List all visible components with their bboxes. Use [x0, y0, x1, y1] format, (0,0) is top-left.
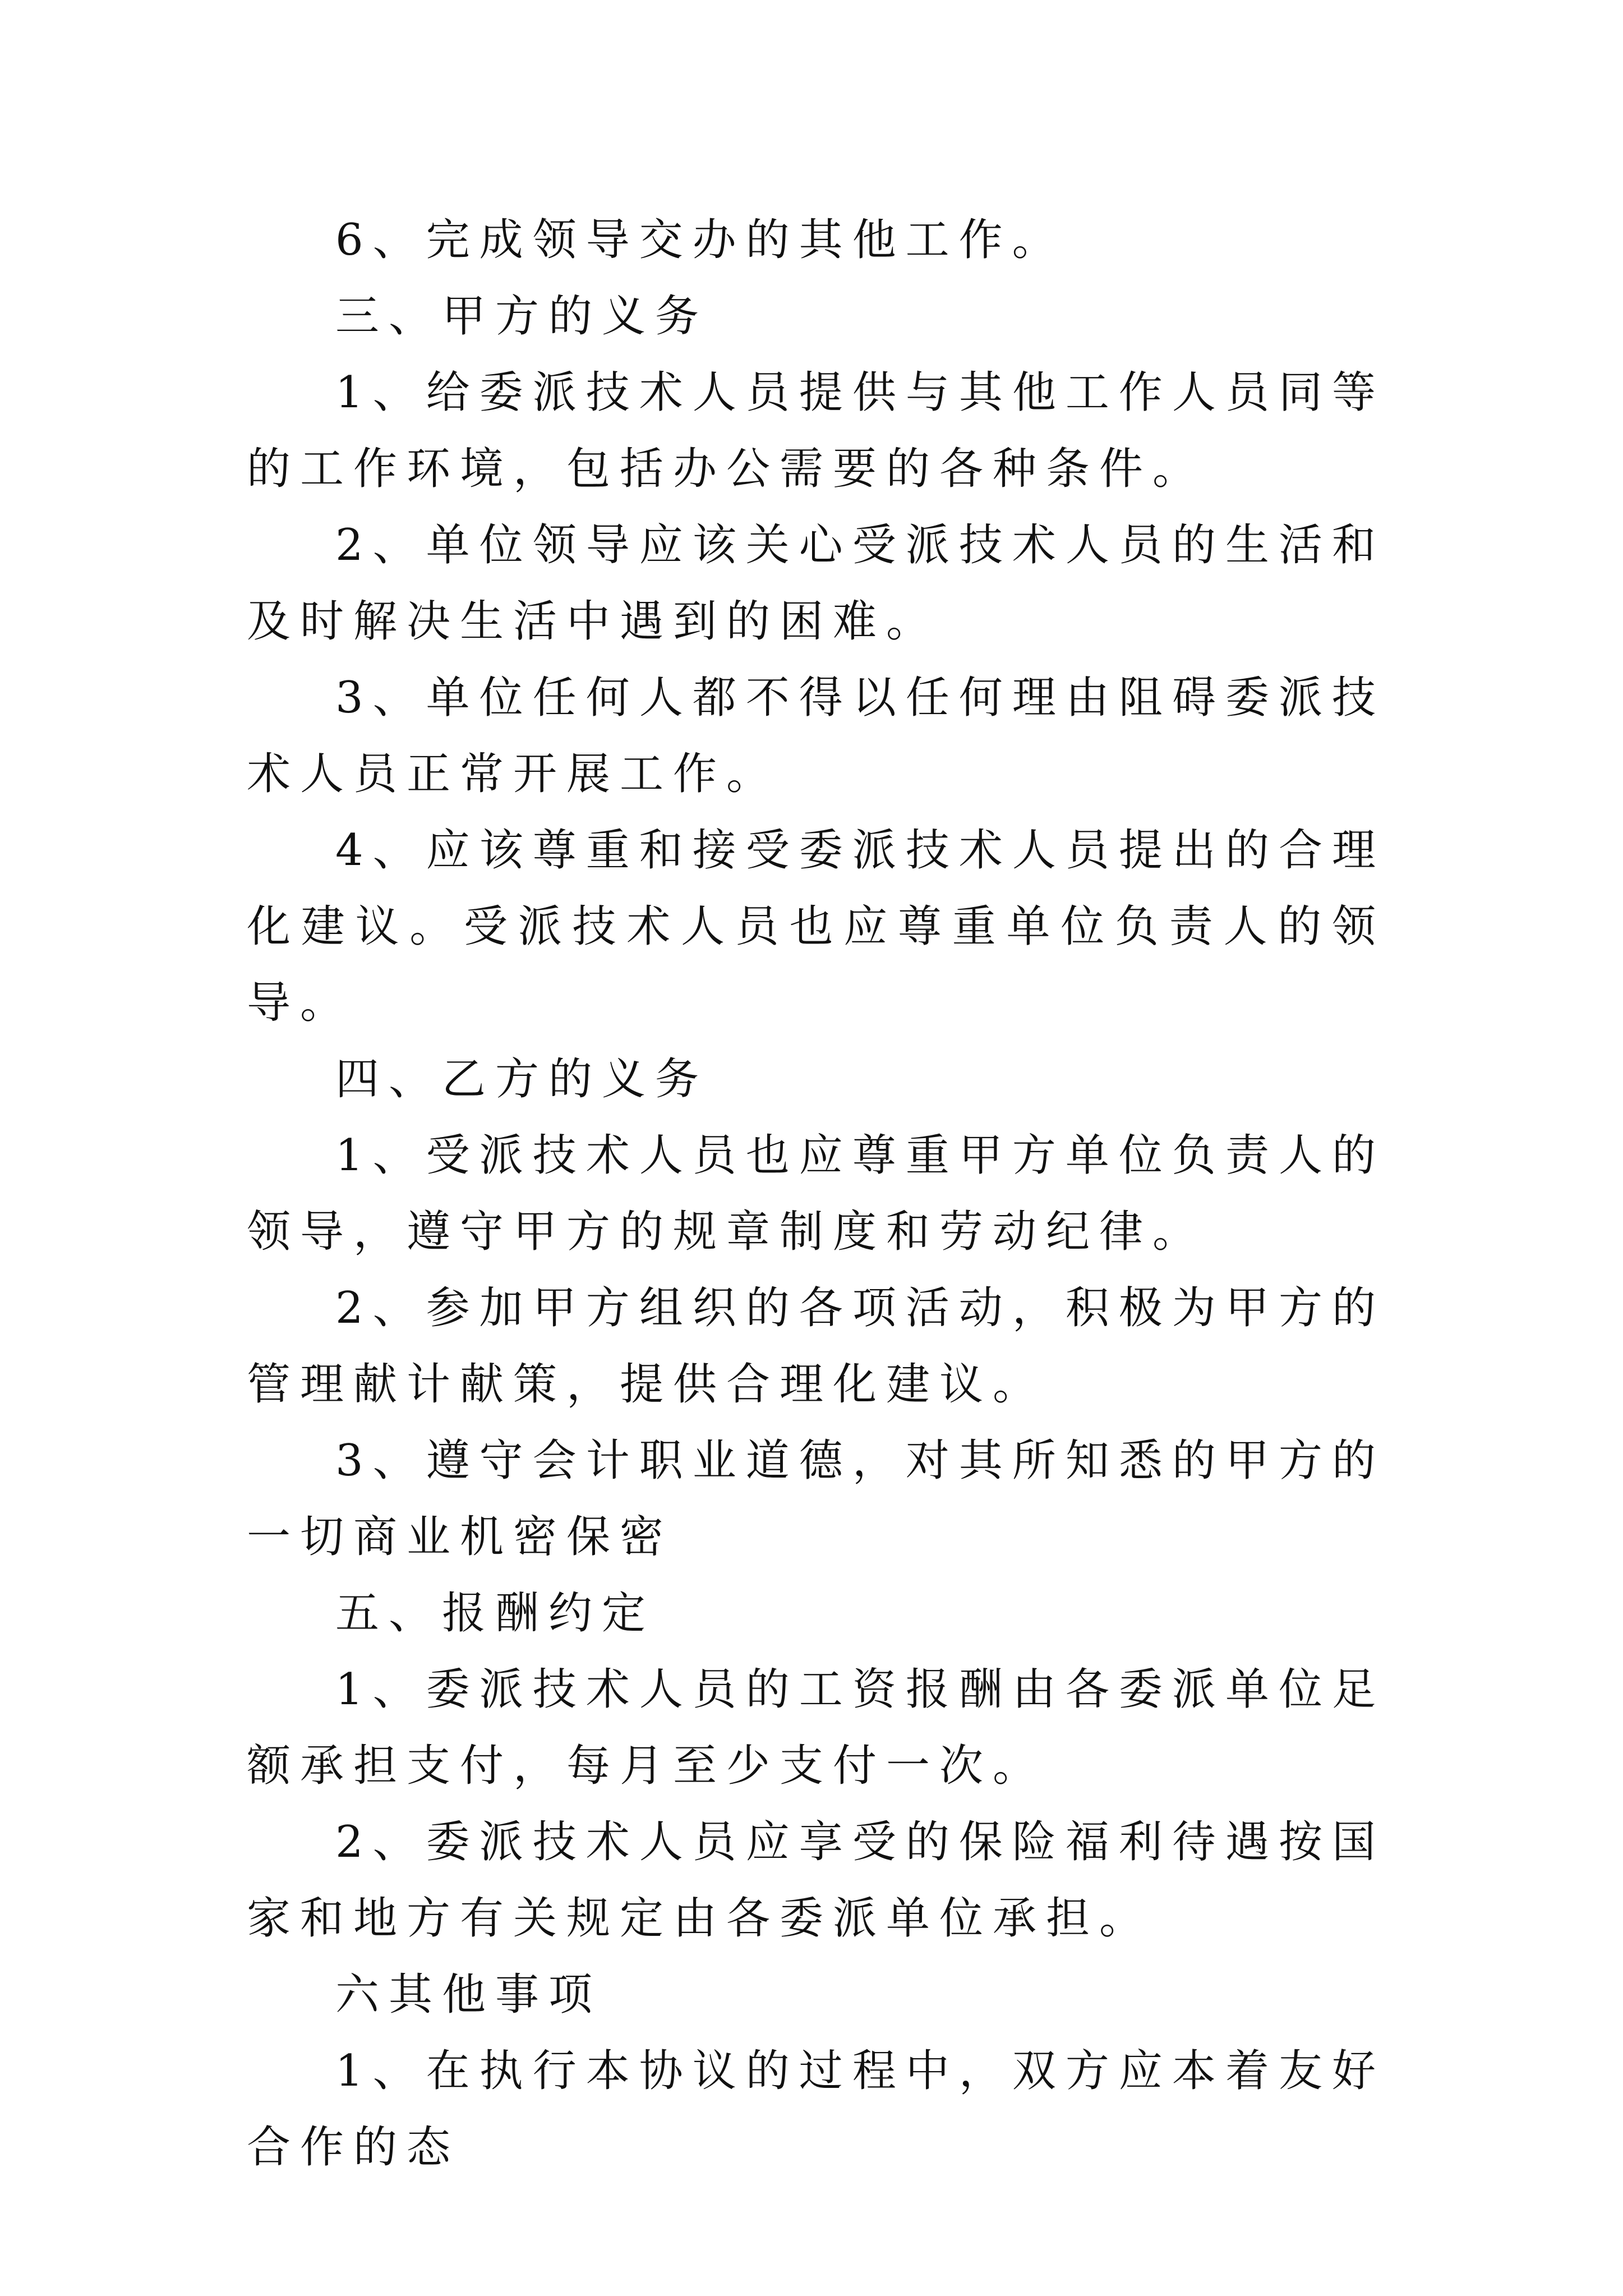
- paragraph-remuneration-2: 2、委派技术人员应享受的保险福利待遇按国家和地方有关规定由各委派单位承担。: [247, 1817, 1385, 1944]
- paragraph-other-matters-1: 1、在执行本协议的过程中，双方应本着友好合作的态: [247, 2046, 1385, 2173]
- section-heading-remuneration: 五、报酬约定: [335, 1588, 656, 1639]
- paragraph-item-6: 6、完成领导交办的其他工作。: [335, 215, 1066, 265]
- paragraph-party-b-2: 2、参加甲方组织的各项活动，积极为甲方的管理献计献策，提供合理化建议。: [247, 1283, 1385, 1410]
- paragraph-party-b-1: 1、受派技术人员也应尊重甲方单位负责人的领导，遵守甲方的规章制度和劳动纪律。: [247, 1130, 1385, 1257]
- section-heading-party-b-obligations: 四、乙方的义务: [335, 1054, 709, 1105]
- paragraph-party-a-3: 3、单位任何人都不得以任何理由阻碍委派技术人员正常开展工作。: [247, 673, 1385, 799]
- paragraph-party-a-4: 4、应该尊重和接受委派技术人员提出的合理化建议。受派技术人员也应尊重单位负责人的领导。: [247, 825, 1385, 1028]
- section-heading-other-matters: 六其他事项: [335, 1970, 602, 2020]
- document-page: [247, 202, 1385, 2185]
- section-heading-party-a-obligations: 三、甲方的义务: [335, 291, 709, 342]
- paragraph-party-a-1: 1、给委派技术人员提供与其他工作人员同等的工作环境，包括办公需要的各种条件。: [247, 367, 1385, 494]
- paragraph-party-a-2: 2、单位领导应该关心受派技术人员的生活和及时解决生活中遇到的困难。: [247, 520, 1385, 647]
- paragraph-remuneration-1: 1、委派技术人员的工资报酬由各委派单位足额承担支付，每月至少支付一次。: [247, 1664, 1385, 1791]
- paragraph-party-b-3: 3、遵守会计职业道德，对其所知悉的甲方的一切商业机密保密: [247, 1435, 1385, 1562]
